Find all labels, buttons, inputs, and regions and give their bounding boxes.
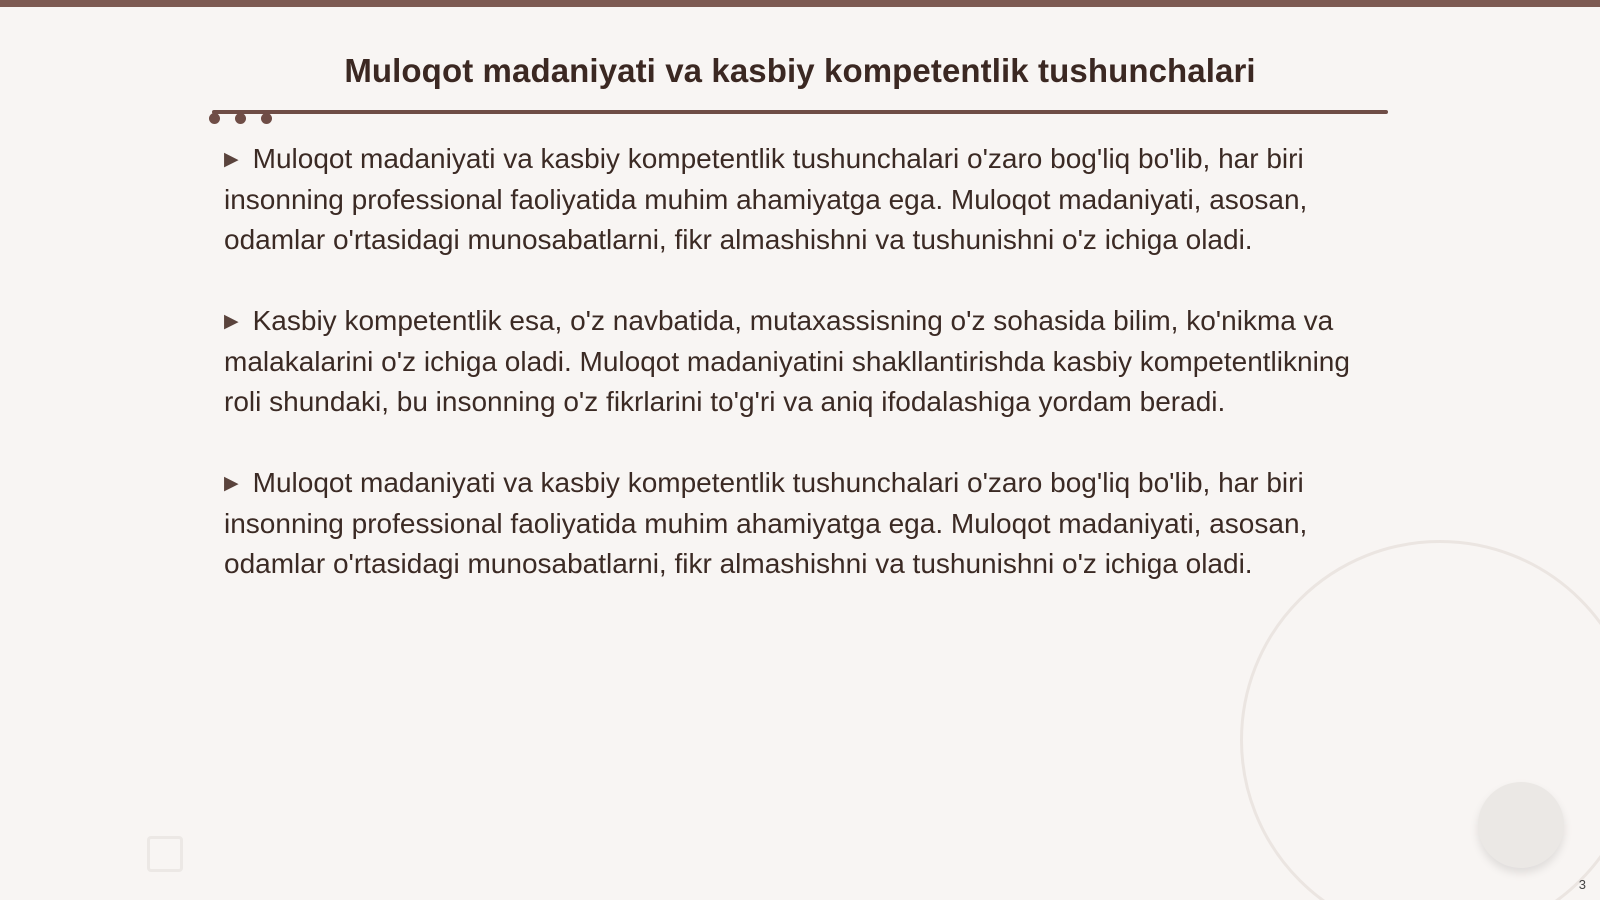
bullet-arrow-icon: ▶ [224, 311, 239, 332]
bullet-arrow-icon: ▶ [224, 473, 239, 494]
bullet-paragraph-3 [224, 463, 1384, 584]
page-number: 3 [1578, 877, 1586, 892]
bullet-text: Muloqot madaniyati va kasbiy kompetentlik tushunchalari o'zaro bog'liq bo'lib, har biri insonning professional faoliyatida muhim ahamiyatga ega. Muloqot madaniyati, asosan, odamlar o'rtasidagi munosabatlarni, fikr almashishni va tushunishni o'z ichiga oladi. [224, 467, 1308, 579]
underline-dot [235, 113, 246, 124]
title-underline [212, 110, 1388, 114]
underline-dot [261, 113, 272, 124]
decorative-circle [1478, 782, 1564, 868]
bullet-list [224, 139, 1384, 625]
top-accent-bar [0, 0, 1600, 7]
bullet-paragraph-1 [224, 139, 1384, 260]
bullet-text: Kasbiy kompetentlik esa, o'z navbatida, mutaxassisning o'z sohasida bilim, ko'nikma va malakalarini o'z ichiga oladi. Muloqot madaniyatini shakllantirishda kasbiy kompetentlikning roli shundaki, bu insonning o'z fikrlarini to'g'ri va aniq ifodalashiga yordam beradi. [224, 305, 1350, 417]
underline-dot [209, 113, 220, 124]
decorative-square [147, 836, 183, 872]
bullet-text: Muloqot madaniyati va kasbiy kompetentlik tushunchalari o'zaro bog'liq bo'lib, har biri insonning professional faoliyatida muhim ahamiyatga ega. Muloqot madaniyati, asosan, odamlar o'rtasidagi munosabatlarni, fikr almashishni va tushunishni o'z ichiga oladi. [224, 143, 1308, 255]
slide-title: Muloqot madaniyati va kasbiy kompetentlik tushunchalari [344, 52, 1256, 89]
bullet-paragraph-2 [224, 301, 1384, 422]
bullet-arrow-icon: ▶ [224, 149, 239, 170]
